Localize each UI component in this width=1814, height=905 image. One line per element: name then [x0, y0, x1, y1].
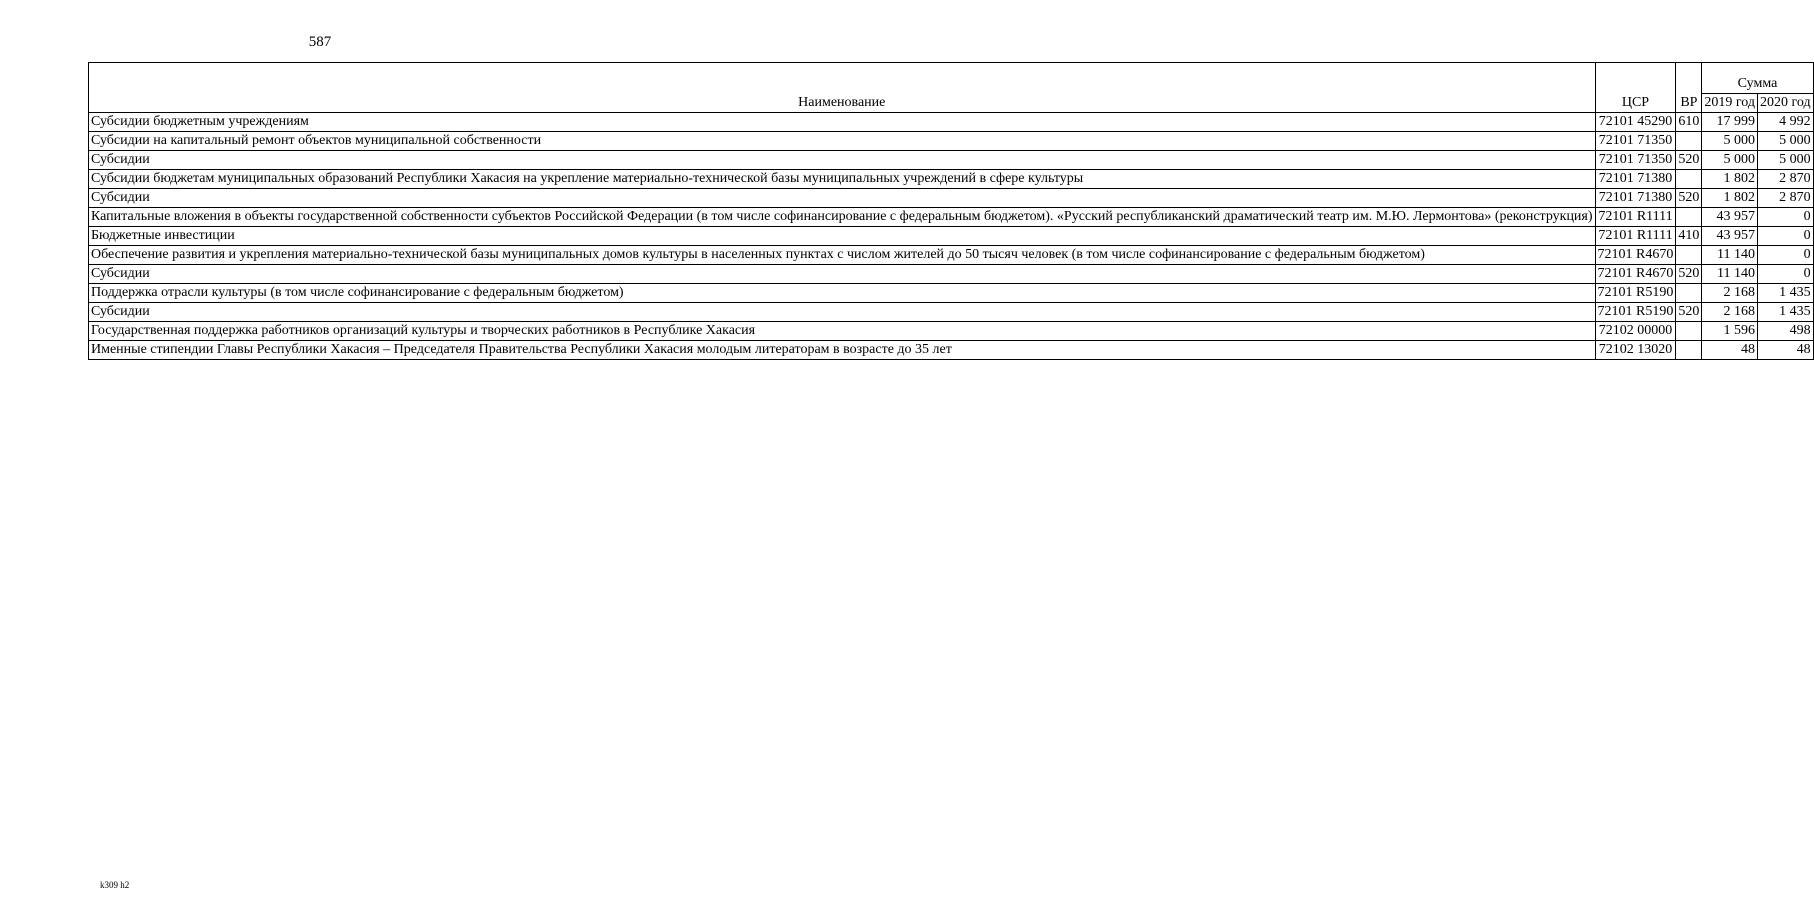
table-row: [89, 189, 1814, 208]
row-vr: 520: [1676, 265, 1702, 284]
row-sum-2019: 5 000: [1702, 151, 1758, 170]
table-row: [89, 170, 1814, 189]
row-vr: [1676, 322, 1702, 341]
row-sum-2019: 11 140: [1702, 265, 1758, 284]
row-name: Субсидии на капитальный ремонт объектов муниципальной собственности: [89, 132, 1596, 151]
row-sum-2020: 1 435: [1758, 284, 1814, 303]
row-sum-2020: 0: [1758, 246, 1814, 265]
table-row: [89, 322, 1814, 341]
row-csr: 72101 R4670: [1595, 265, 1676, 284]
row-sum-2019: 1 802: [1702, 170, 1758, 189]
row-name: Государственная поддержка работников организаций культуры и творческих работников в Республике Хакасия: [89, 322, 1596, 341]
budget-table: [88, 62, 1814, 360]
row-vr: 520: [1676, 151, 1702, 170]
table-row: [89, 113, 1814, 132]
row-vr: [1676, 284, 1702, 303]
row-name: Субсидии: [89, 151, 1596, 170]
row-sum-2020: 0: [1758, 208, 1814, 227]
row-vr: 410: [1676, 227, 1702, 246]
row-name: Субсидии: [89, 265, 1596, 284]
row-name: Субсидии: [89, 189, 1596, 208]
table-row: [89, 303, 1814, 322]
row-sum-2019: 11 140: [1702, 246, 1758, 265]
row-csr: 72101 R5190: [1595, 303, 1676, 322]
row-vr: 520: [1676, 189, 1702, 208]
header-year-2019: 2019 год: [1702, 94, 1758, 113]
header-year-2020: 2020 год: [1758, 94, 1814, 113]
row-vr: [1676, 246, 1702, 265]
row-sum-2020: 0: [1758, 227, 1814, 246]
row-sum-2019: 43 957: [1702, 208, 1758, 227]
row-sum-2020: 2 870: [1758, 170, 1814, 189]
row-vr: 610: [1676, 113, 1702, 132]
table-row: [89, 341, 1814, 360]
table-body: [89, 113, 1814, 360]
row-vr: [1676, 208, 1702, 227]
row-sum-2019: 5 000: [1702, 132, 1758, 151]
row-sum-2020: 2 870: [1758, 189, 1814, 208]
row-csr: 72101 R4670: [1595, 246, 1676, 265]
row-name: Субсидии: [89, 303, 1596, 322]
page-number: 587: [308, 34, 332, 50]
row-name: Именные стипендии Главы Республики Хакасия – Председателя Правительства Республики Хакасия молодым литераторам в возрасте до 35 лет: [89, 341, 1596, 360]
row-csr: 72101 R1111: [1595, 208, 1676, 227]
row-sum-2019: 1 596: [1702, 322, 1758, 341]
table-row: [89, 151, 1814, 170]
row-sum-2020: 4 992: [1758, 113, 1814, 132]
table-row: [89, 208, 1814, 227]
row-vr: [1676, 132, 1702, 151]
row-name: Бюджетные инвестиции: [89, 227, 1596, 246]
row-sum-2020: 5 000: [1758, 151, 1814, 170]
row-name: Обеспечение развития и укрепления материально-технической базы муниципальных домов культуры в населенных пунктах с числом жителей до 50 тысяч человек (в том числе софинансирование с федеральным бюджетом): [89, 246, 1596, 265]
row-sum-2019: 17 999: [1702, 113, 1758, 132]
header-csr: ЦСР: [1595, 63, 1676, 113]
row-sum-2020: 48: [1758, 341, 1814, 360]
row-vr: [1676, 341, 1702, 360]
header-vr: ВР: [1676, 63, 1702, 113]
row-sum-2020: 0: [1758, 265, 1814, 284]
row-sum-2020: 498: [1758, 322, 1814, 341]
table-row: [89, 246, 1814, 265]
header-sum: Сумма: [1702, 63, 1813, 94]
row-csr: 72102 00000: [1595, 322, 1676, 341]
table-row: [89, 284, 1814, 303]
header-name: Наименование: [89, 63, 1596, 113]
row-csr: 72101 71350: [1595, 151, 1676, 170]
row-name: Поддержка отрасли культуры (в том числе софинансирование с федеральным бюджетом): [89, 284, 1596, 303]
row-csr: 72101 R1111: [1595, 227, 1676, 246]
row-name: Капитальные вложения в объекты государственной собственности субъектов Российской Федерации (в том числе софинансирование с федеральным бюджетом). «Русский республиканский драматический театр им. М.Ю. Лермонтова» (реконструкция): [89, 208, 1596, 227]
row-sum-2019: 43 957: [1702, 227, 1758, 246]
row-sum-2020: 1 435: [1758, 303, 1814, 322]
table-row: [89, 132, 1814, 151]
row-csr: 72101 45290: [1595, 113, 1676, 132]
row-csr: 72101 71380: [1595, 189, 1676, 208]
row-csr: 72101 71350: [1595, 132, 1676, 151]
row-csr: 72101 71380: [1595, 170, 1676, 189]
row-sum-2019: 48: [1702, 341, 1758, 360]
row-name: Субсидии бюджетным учреждениям: [89, 113, 1596, 132]
row-sum-2020: 5 000: [1758, 132, 1814, 151]
row-vr: [1676, 170, 1702, 189]
row-csr: 72101 R5190: [1595, 284, 1676, 303]
table-row: [89, 265, 1814, 284]
row-csr: 72102 13020: [1595, 341, 1676, 360]
row-name: Субсидии бюджетам муниципальных образований Республики Хакасия на укрепление материально-технической базы муниципальных учреждений в сфере культуры: [89, 170, 1596, 189]
row-sum-2019: 2 168: [1702, 303, 1758, 322]
table-row: [89, 227, 1814, 246]
footer-code: k309 h2: [100, 880, 130, 890]
row-sum-2019: 1 802: [1702, 189, 1758, 208]
row-vr: 520: [1676, 303, 1702, 322]
row-sum-2019: 2 168: [1702, 284, 1758, 303]
